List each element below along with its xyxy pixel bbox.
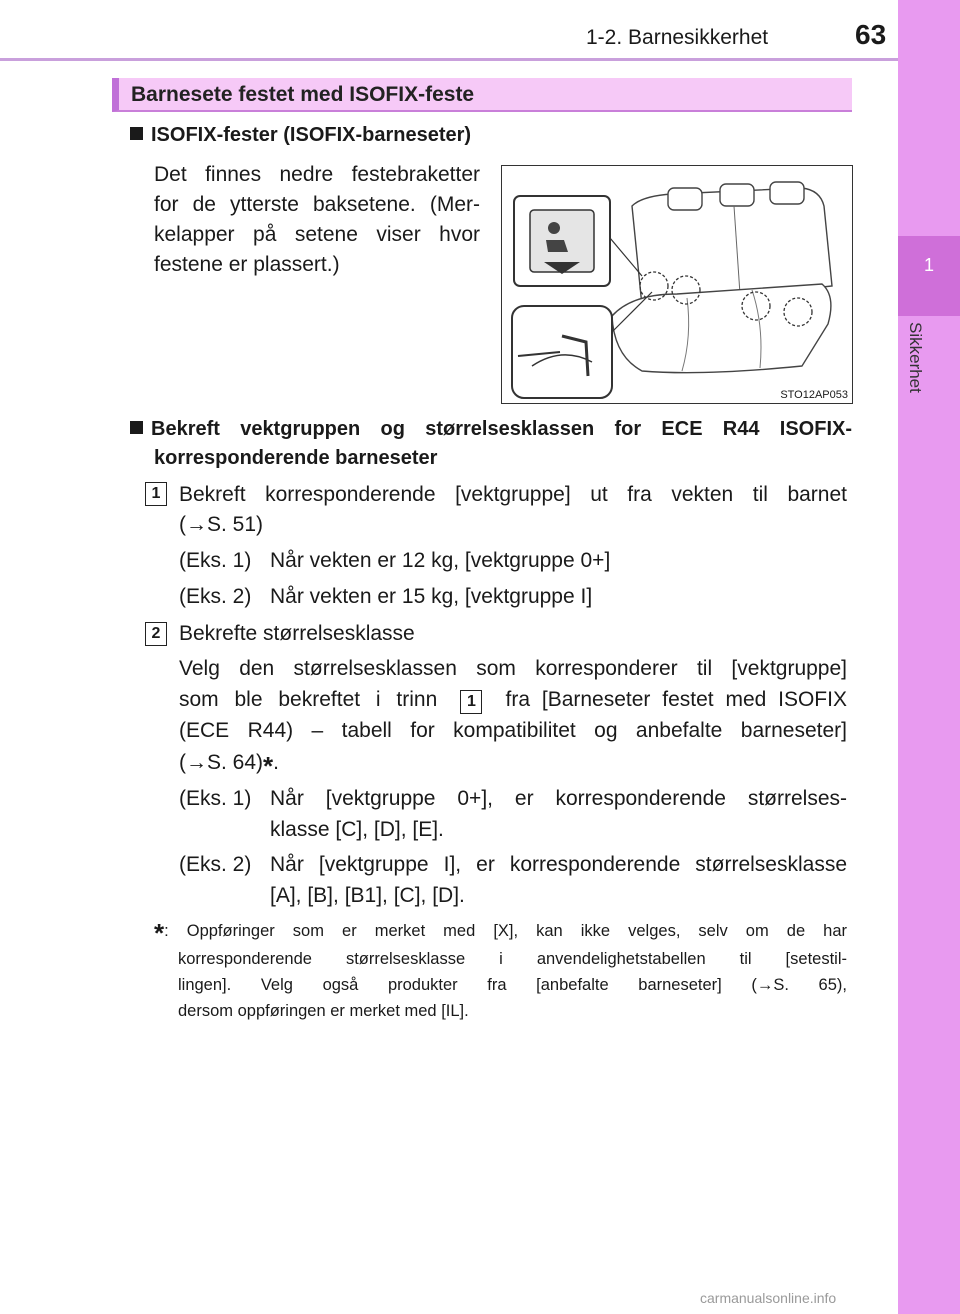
footnote-line: dersom oppføringen er merket med [IL]. [178,1002,469,1020]
side-tab [898,0,960,1314]
section-title-bar [112,78,852,112]
rear-seat-isofix-illustration [501,165,853,404]
example-2-label: (Eks. 2) [179,585,252,608]
subheading-isofix-anchors [130,124,471,147]
subheading-text: ISOFIX-fester (ISOFIX-barneseter) [151,124,472,146]
chapter-number: 1 [923,255,934,275]
watermark: carmanualsonline.info [700,1290,837,1306]
step-2-text-line: Velg den størrelsesklassen som korresponderer til [vektgruppe] [179,657,847,680]
section-label: 1-2. Barnesikkerhet [586,26,769,49]
step-2-text-line [179,748,279,781]
example-4-label: (Eks. 2) [179,853,252,876]
subheading-confirm-weight-group [130,418,852,470]
example-4-text: [A], [B], [B1], [C], [D]. [270,884,465,907]
example-3-text: klasse [C], [D], [E]. [270,818,444,841]
footnote-line: korresponderende størrelsesklasse i anvendelighetstabellen til [setestil- [178,950,847,968]
step-2-text-line [179,685,847,715]
text-fragment: . [273,751,279,774]
footnote [154,918,847,1024]
footnote-line: lingen]. Velg også produkter fra [anbefalte barneseter] (→S. 65), [178,976,847,994]
step-1-text: Bekreft korresponderende [vektgruppe] ut fra vekten til barnet [179,483,847,506]
square-bullet-icon [130,421,143,434]
side-tab-active-chapter [898,236,960,316]
example-3-text: Når [vektgruppe 0+], er korresponderende størrelses- [270,787,847,810]
step-1-badge: 1 [145,482,167,506]
footnote-marker: * [154,918,165,948]
step-2-badge: 2 [145,622,167,646]
step-2-title: Bekrefte størrelsesklasse [179,622,415,645]
example-3-label: (Eks. 1) [179,787,252,810]
step-2-text-line: (ECE R44) – tabell for kompatibilitet og anbefalte barneseter] [179,719,847,742]
text-line: kelapper på setene viser hvor [154,223,480,246]
anchor-description [154,160,480,280]
figure-caption: STO12AP053 [780,389,848,401]
example-2-text: Når vekten er 15 kg, [vektgruppe I] [270,585,593,608]
text-fragment: fra [Barneseter festet med ISOFIX [505,688,847,711]
example-1-text: Når vekten er 12 kg, [vektgruppe 0+] [270,549,611,572]
footnote-marker: * [263,751,274,781]
step-1-ref: (→S. 51) [179,513,264,536]
square-bullet-icon [130,127,143,140]
text-line: festene er plassert.) [154,253,340,276]
text-line: Det finnes nedre festebraketter [154,163,480,186]
footnote-line: : Oppføringer som er merket med [X], kan ikke velges, selv om de har [164,922,847,940]
subheading-text: korresponderende barneseter [154,447,438,469]
step-ref-badge: 1 [460,690,482,714]
text-fragment: (→S. 64) [179,751,264,774]
chapter-name: Sikkerhet [906,322,925,393]
page-number: 63 [855,19,887,50]
example-4-text: Når [vektgruppe I], er korresponderende størrelsesklasse [270,853,847,876]
text-fragment: som ble bekreftet i trinn [179,688,438,711]
header-rule [0,58,898,61]
subheading-text: Bekreft vektgruppen og størrelsesklassen for ECE R44 ISOFIX- [151,418,852,440]
seat-drawing [502,166,852,403]
example-1-label: (Eks. 1) [179,549,252,572]
text-line: for de ytterste baksetene. (Mer- [154,193,480,216]
section-title: Barnesete festet med ISOFIX-feste [131,83,475,106]
